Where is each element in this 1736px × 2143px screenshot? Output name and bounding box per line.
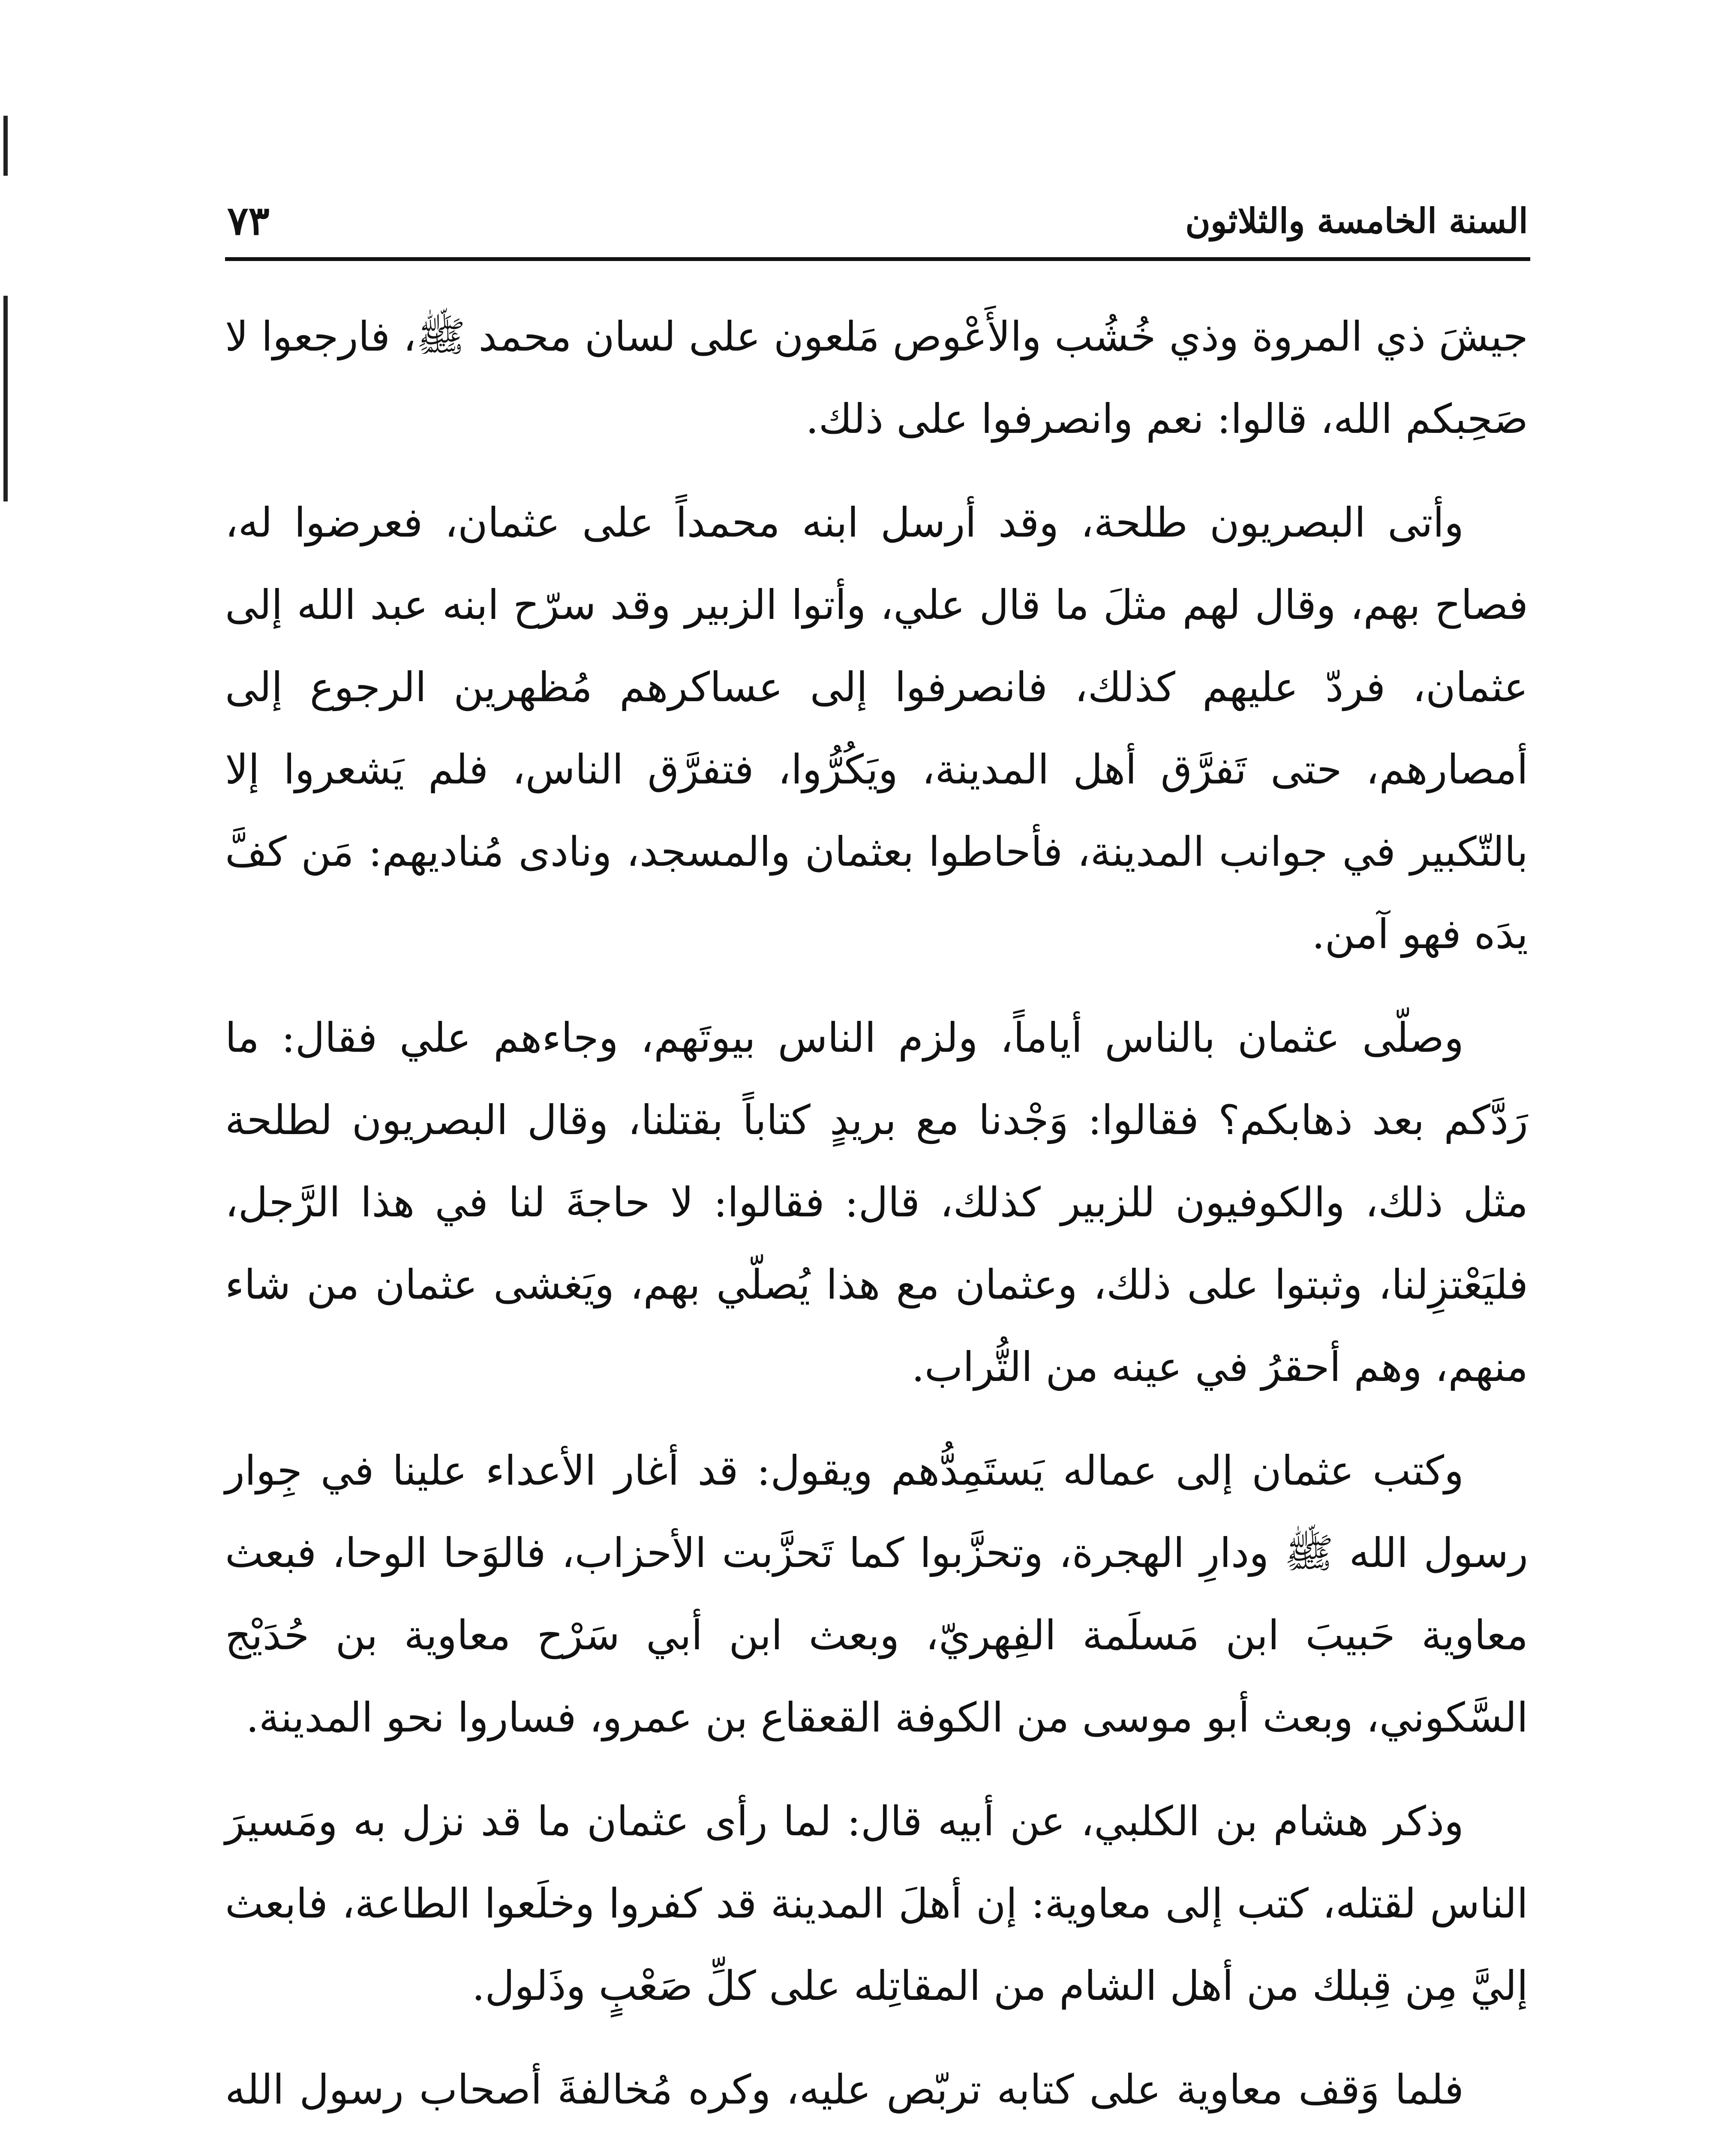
paragraph: وكتب عثمان إلى عماله يَستَمِدُّهم ويقول: قد أغار الأعداء علينا في جِوار رسول الله ﷺ ودارِ الهجرة، وتحزَّبوا كما تَحزَّبت الأحزاب، فالوَحا الوحا، فبعث معاوية حَبيبَ ابن مَسلَمة الفِهريّ، وبعث ابن أبي سَرْح معاوية بن حُدَيْج السَّكوني، وبعث أبو موسى من الكوفة القعقاع بن عمرو، فساروا نحو المدينة. bbox=[225, 1447, 1528, 1741]
page-header bbox=[227, 189, 1528, 253]
scan-edge-mark bbox=[3, 296, 8, 501]
scan-edge-mark bbox=[3, 116, 8, 176]
paragraph: فلما وَقف معاوية على كتابه تربّص عليه، وكره مُخالفةَ أصحاب رسول الله bbox=[225, 2066, 1464, 2113]
paragraph: وأتى البصريون طلحة، وقد أرسل ابنه محمداً على عثمان، فعرضوا له، فصاح بهم، وقال لهم مثلَ ما قال علي، وأتوا الزبير وقد سرّح ابنه عبد الله إلى عثمان، فردّ عليهم كذلك، فانصرفوا إلى عساكرهم مُظهرين الرجوع إلى أمصارهم، حتى تَفرَّق أهل المدينة، ويَكُرُّوا، فتفرَّق الناس، فلم يَشعروا إلا بالتّكبير في جوانب المدينة، فأحاطوا بعثمان والمسجد، ونادى مُناديهم: مَن كفَّ يدَه فهو آمن. bbox=[225, 499, 1528, 958]
header-rule bbox=[225, 257, 1530, 261]
running-head: السنة الخامسة والثلاثون bbox=[1185, 201, 1528, 241]
paragraph: وذكر هشام بن الكلبي، عن أبيه قال: لما رأى عثمان ما قد نزل به ومَسيرَ الناس لقتله، كتب إلى معاوية: إن أهلَ المدينة قد كفروا وخلَعوا الطاعة، فابعث إليَّ مِن قِبلك من أهل الشام من المقاتِله على كلِّ صَعْبٍ وذَلول. bbox=[225, 1798, 1528, 2010]
body-text bbox=[225, 296, 1528, 2143]
paragraph: وصلّى عثمان بالناس أياماً، ولزم الناس بيوتَهم، وجاءهم علي فقال: ما رَدَّكم بعد ذهابكم؟ فقالوا: وَجْدنا مع بريدٍ كتاباً بقتلنا، وقال البصريون لطلحة مثل ذلك، والكوفيون للزبير كذلك، قال: فقالوا: لا حاجةَ لنا في هذا الرَّجل، فليَعْتزِلنا، وثبتوا على ذلك، وعثمان مع هذا يُصلّي بهم، ويَغشى عثمان من شاء منهم، وهم أحقرُ في عينه من التُّراب. bbox=[225, 1014, 1528, 1391]
page-number: ٧٣ bbox=[227, 198, 270, 244]
paragraph: جيشَ ذي المروة وذي خُشُب والأَعْوص مَلعون على لسان محمد ﷺ، فارجعوا لا صَحِبكم الله، قالوا: نعم وانصرفوا على ذلك. bbox=[225, 313, 1528, 443]
